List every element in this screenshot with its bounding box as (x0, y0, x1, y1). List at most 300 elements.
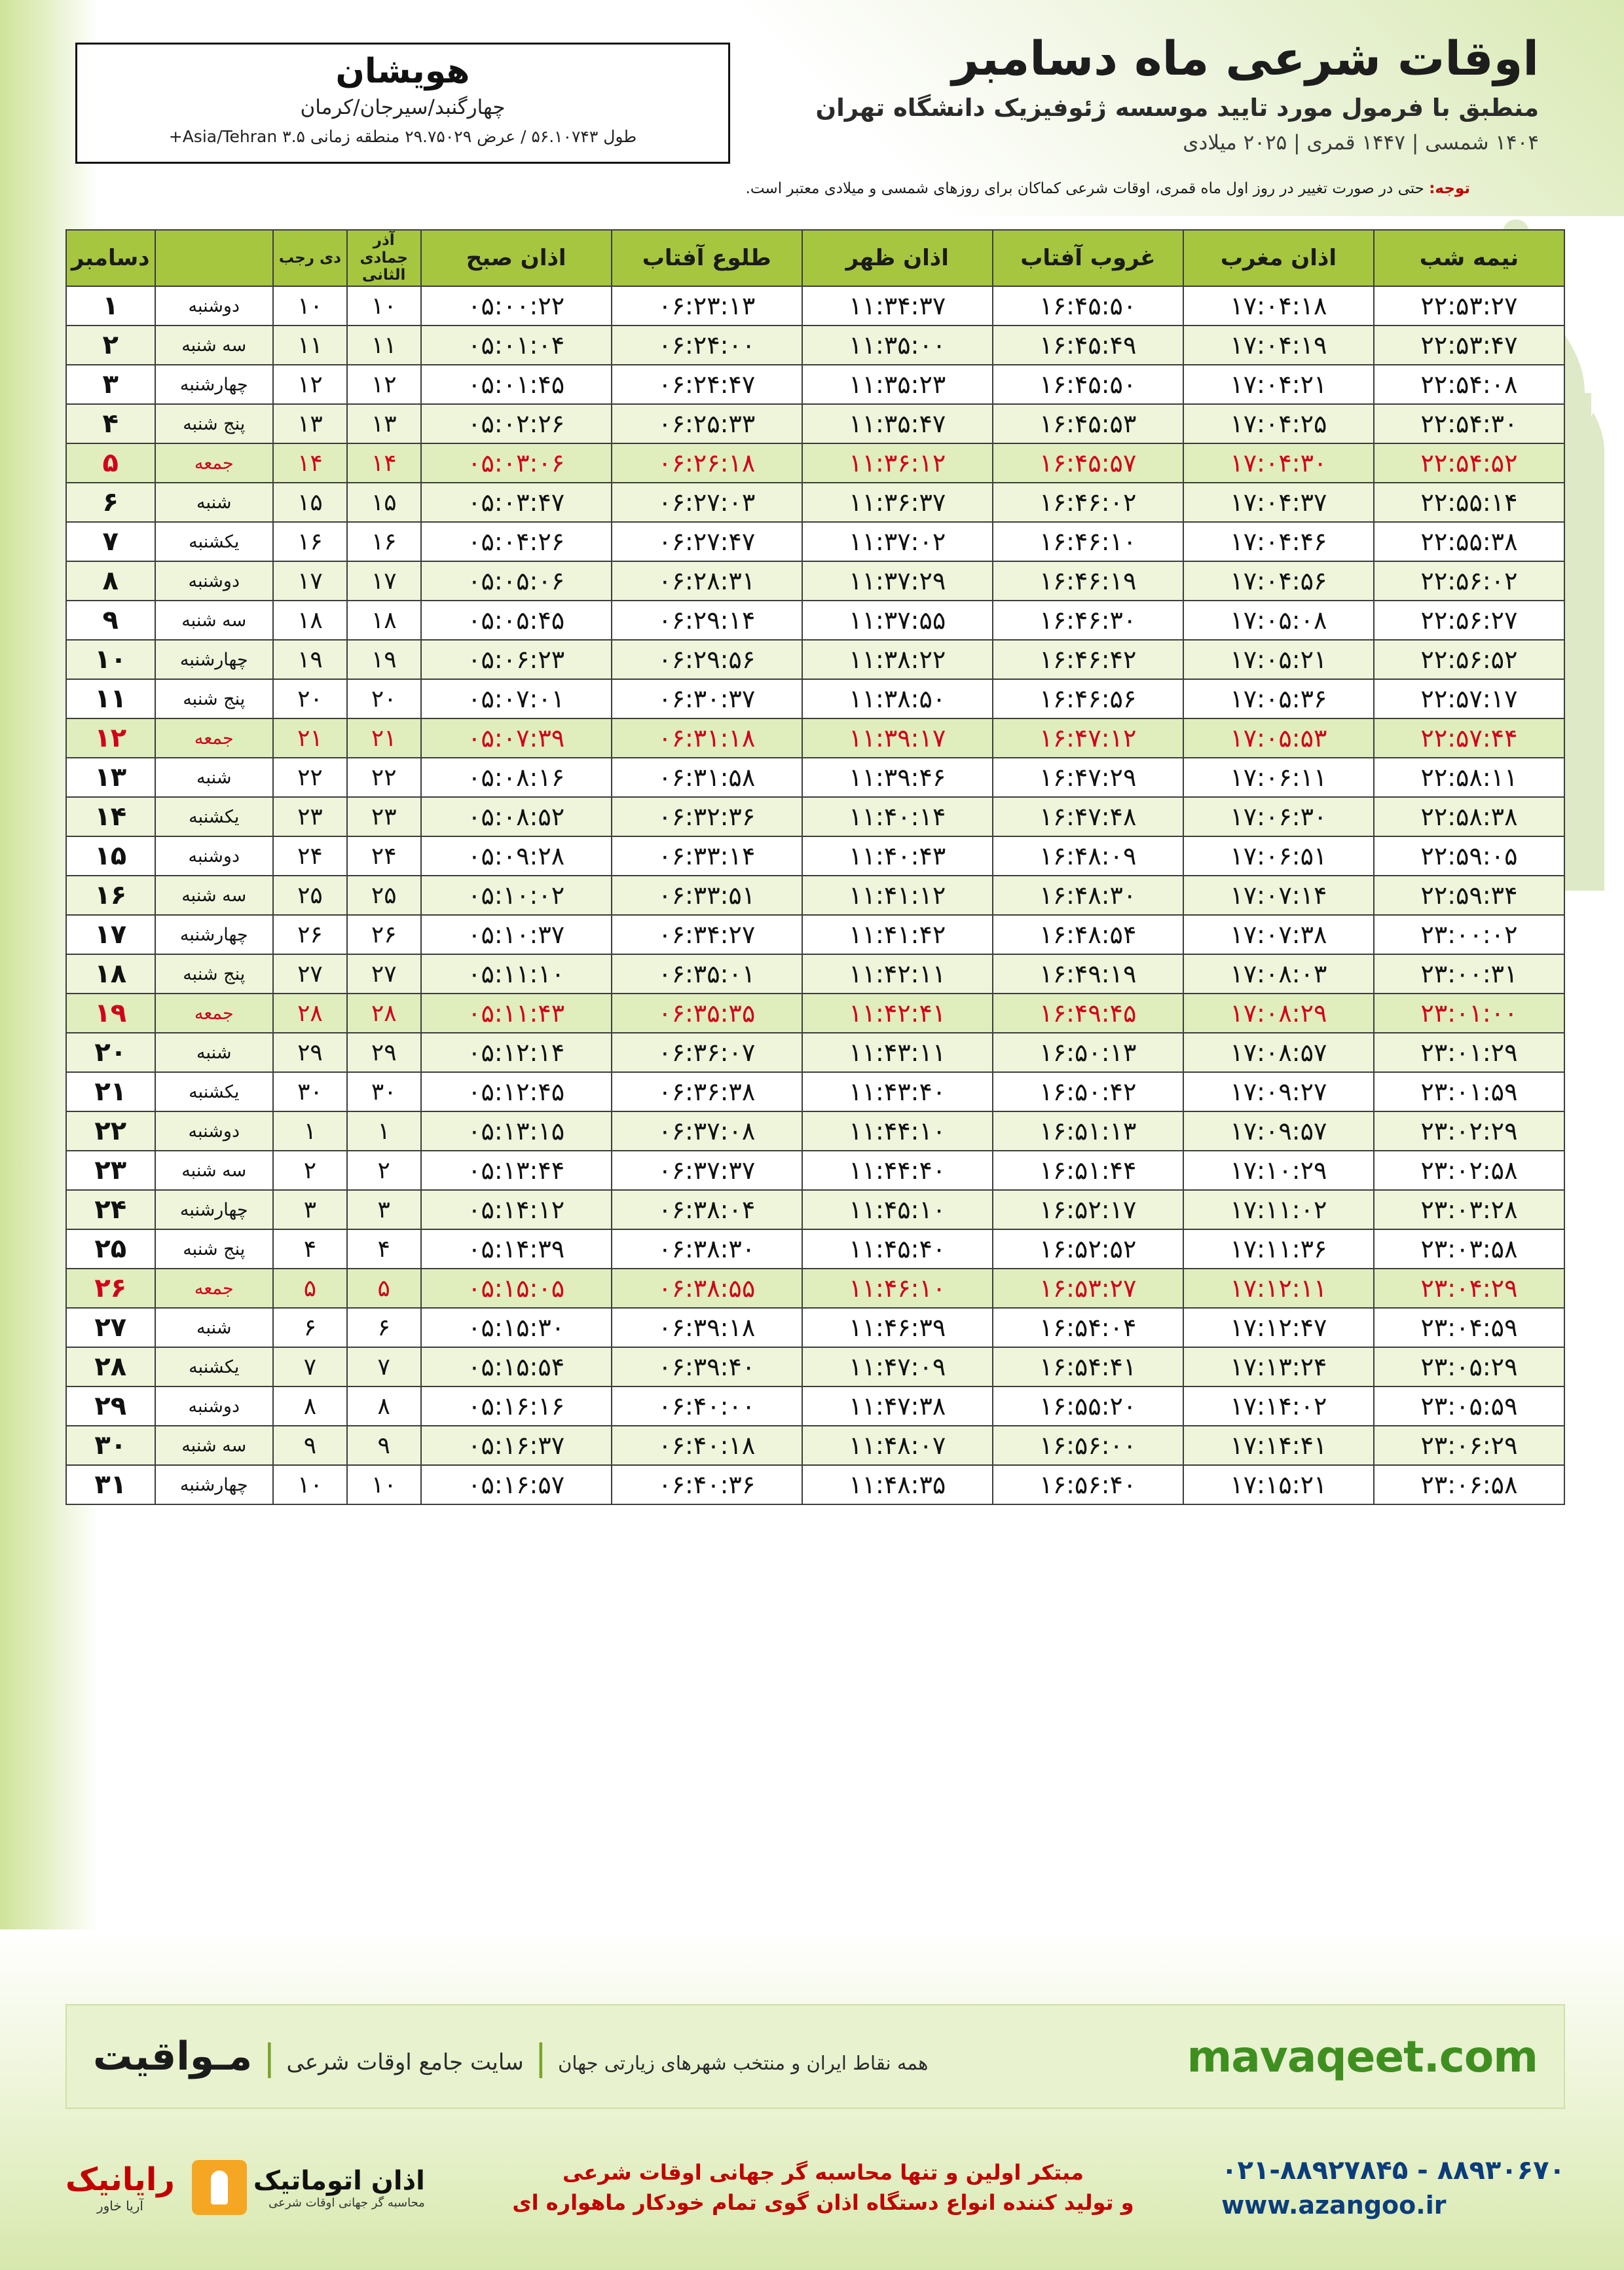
col-dhuhr: اذان ظهر (802, 230, 993, 286)
cell-maghrib: ۱۷:۰۸:۲۹ (1183, 994, 1374, 1033)
cell-dhuhr: ۱۱:۳۶:۱۲ (802, 443, 993, 483)
cell-midnight: ۲۳:۰۲:۵۸ (1374, 1151, 1564, 1190)
cell-hijri-dey: ۱۵ (273, 483, 347, 522)
cell-maghrib: ۱۷:۰۷:۳۸ (1183, 915, 1374, 954)
cell-december-day: ۲۸ (66, 1347, 155, 1386)
cell-sunset: ۱۶:۵۵:۲۰ (993, 1386, 1183, 1426)
cell-sunrise: ۰۶:۳۲:۳۶ (612, 797, 802, 836)
cell-december-day: ۲۰ (66, 1033, 155, 1072)
cell-maghrib: ۱۷:۰۸:۰۳ (1183, 954, 1374, 994)
cell-hijri-dey: ۱۶ (273, 522, 347, 561)
cell-december-day: ۱۶ (66, 876, 155, 915)
table-row (66, 1111, 1564, 1151)
cell-hijri-rajab: ۱۹ (347, 640, 421, 679)
cell-december-day: ۱۰ (66, 640, 155, 679)
cell-hijri-dey: ۲۶ (273, 915, 347, 954)
cell-dhuhr: ۱۱:۴۷:۳۸ (802, 1386, 993, 1426)
cell-weekday: یکشنبه (155, 1347, 274, 1386)
cell-sunset: ۱۶:۵۰:۴۲ (993, 1072, 1183, 1111)
cell-december-day: ۱ (66, 286, 155, 326)
cell-sunrise: ۰۶:۴۰:۳۶ (612, 1465, 802, 1504)
cell-sunset: ۱۶:۵۱:۱۳ (993, 1111, 1183, 1151)
contact-block (1221, 2155, 1565, 2220)
cell-midnight: ۲۲:۵۴:۰۸ (1374, 365, 1564, 404)
cell-december-day: ۲ (66, 326, 155, 365)
cell-dhuhr: ۱۱:۳۸:۲۲ (802, 640, 993, 679)
cell-december-day: ۱۲ (66, 718, 155, 758)
cell-weekday: شنبه (155, 1308, 274, 1347)
cell-fajr: ۰۵:۰۱:۴۵ (421, 365, 612, 404)
cell-maghrib: ۱۷:۱۵:۲۱ (1183, 1465, 1374, 1504)
cell-sunrise: ۰۶:۳۹:۴۰ (612, 1347, 802, 1386)
table-row (66, 1229, 1564, 1269)
cell-weekday: جمعه (155, 1269, 274, 1308)
cell-sunrise: ۰۶:۳۱:۱۸ (612, 718, 802, 758)
cell-dhuhr: ۱۱:۳۷:۵۵ (802, 601, 993, 640)
table-body (66, 286, 1564, 1504)
cell-sunrise: ۰۶:۳۶:۰۷ (612, 1033, 802, 1072)
col-sunset: غروب آفتاب (993, 230, 1183, 286)
cell-hijri-rajab: ۲۸ (347, 994, 421, 1033)
brand-block (93, 2034, 937, 2079)
cell-sunset: ۱۶:۴۸:۵۴ (993, 915, 1183, 954)
cell-maghrib: ۱۷:۱۴:۰۲ (1183, 1386, 1374, 1426)
company-claim-line1: مبتکر اولین و تنها محاسبه گر جهانی اوقات شرعی (562, 2160, 1084, 2185)
cell-maghrib: ۱۷:۰۷:۱۴ (1183, 876, 1374, 915)
cell-sunrise: ۰۶:۲۹:۱۴ (612, 601, 802, 640)
cell-hijri-dey: ۱۱ (273, 326, 347, 365)
cell-dhuhr: ۱۱:۴۱:۴۲ (802, 915, 993, 954)
table-row (66, 718, 1564, 758)
cell-maghrib: ۱۷:۱۱:۰۲ (1183, 1190, 1374, 1229)
cell-maghrib: ۱۷:۰۵:۳۶ (1183, 679, 1374, 718)
cell-december-day: ۱۳ (66, 758, 155, 797)
cell-fajr: ۰۵:۰۳:۰۶ (421, 443, 612, 483)
cell-sunrise: ۰۶:۳۴:۲۷ (612, 915, 802, 954)
cell-sunrise: ۰۶:۳۷:۰۸ (612, 1111, 802, 1151)
cell-dhuhr: ۱۱:۳۵:۰۰ (802, 326, 993, 365)
cell-midnight: ۲۳:۰۲:۲۹ (1374, 1111, 1564, 1151)
cell-midnight: ۲۳:۰۱:۵۹ (1374, 1072, 1564, 1111)
rayanik-logo (65, 2161, 175, 2214)
cell-dhuhr: ۱۱:۴۵:۴۰ (802, 1229, 993, 1269)
table-row (66, 483, 1564, 522)
cell-sunset: ۱۶:۴۶:۰۲ (993, 483, 1183, 522)
cell-maghrib: ۱۷:۱۰:۲۹ (1183, 1151, 1374, 1190)
cell-sunset: ۱۶:۴۷:۱۲ (993, 718, 1183, 758)
cell-weekday: سه شنبه (155, 1426, 274, 1465)
calendar-years-line: ۱۴۰۴ شمسی | ۱۴۴۷ قمری | ۲۰۲۵ میلادی (1183, 131, 1539, 155)
brand-name: مـواقیت (93, 2034, 253, 2079)
cell-midnight: ۲۳:۰۱:۰۰ (1374, 994, 1564, 1033)
cell-december-day: ۲۹ (66, 1386, 155, 1426)
cell-dhuhr: ۱۱:۴۸:۳۵ (802, 1465, 993, 1504)
cell-midnight: ۲۳:۰۰:۰۲ (1374, 915, 1564, 954)
cell-dhuhr: ۱۱:۳۶:۳۷ (802, 483, 993, 522)
table-row (66, 365, 1564, 404)
table-row (66, 679, 1564, 718)
cell-hijri-rajab: ۱۰ (347, 1465, 421, 1504)
cell-sunset: ۱۶:۵۳:۲۷ (993, 1269, 1183, 1308)
table-row (66, 915, 1564, 954)
cell-weekday: سه شنبه (155, 326, 274, 365)
cell-maghrib: ۱۷:۱۴:۴۱ (1183, 1426, 1374, 1465)
cell-weekday: دوشنبه (155, 1111, 274, 1151)
cell-december-day: ۲۱ (66, 1072, 155, 1111)
brand-separator-2: | (263, 2037, 276, 2078)
col-sunrise: طلوع آفتاب (612, 230, 802, 286)
cell-maghrib: ۱۷:۰۹:۲۷ (1183, 1072, 1374, 1111)
cell-weekday: جمعه (155, 443, 274, 483)
cell-weekday: شنبه (155, 758, 274, 797)
cell-dhuhr: ۱۱:۴۰:۱۴ (802, 797, 993, 836)
cell-hijri-rajab: ۲۷ (347, 954, 421, 994)
cell-december-day: ۱۴ (66, 797, 155, 836)
cell-fajr: ۰۵:۱۳:۱۵ (421, 1111, 612, 1151)
city-name: هویشان (335, 52, 470, 91)
cell-hijri-rajab: ۲۰ (347, 679, 421, 718)
cell-midnight: ۲۲:۵۴:۵۲ (1374, 443, 1564, 483)
table-row (66, 1465, 1564, 1504)
cell-dhuhr: ۱۱:۴۷:۰۹ (802, 1347, 993, 1386)
cell-december-day: ۲۲ (66, 1111, 155, 1151)
cell-weekday: یکشنبه (155, 522, 274, 561)
cell-december-day: ۲۴ (66, 1190, 155, 1229)
cell-maghrib: ۱۷:۰۵:۵۳ (1183, 718, 1374, 758)
cell-sunrise: ۰۶:۲۵:۳۳ (612, 404, 802, 443)
table-row (66, 994, 1564, 1033)
table-row (66, 1033, 1564, 1072)
cell-sunrise: ۰۶:۳۳:۱۴ (612, 836, 802, 876)
cell-hijri-dey: ۲۲ (273, 758, 347, 797)
cell-maghrib: ۱۷:۰۹:۵۷ (1183, 1111, 1374, 1151)
city-region: چهارگنبد/سیرجان/کرمان (300, 96, 506, 120)
cell-dhuhr: ۱۱:۴۴:۱۰ (802, 1111, 993, 1151)
table-row (66, 797, 1564, 836)
cell-fajr: ۰۵:۱۵:۵۴ (421, 1347, 612, 1386)
cell-sunset: ۱۶:۴۵:۵۰ (993, 286, 1183, 326)
cell-sunrise: ۰۶:۳۸:۵۵ (612, 1269, 802, 1308)
cell-midnight: ۲۳:۰۱:۲۹ (1374, 1033, 1564, 1072)
cell-hijri-rajab: ۳ (347, 1190, 421, 1229)
cell-sunrise: ۰۶:۲۷:۰۳ (612, 483, 802, 522)
cell-december-day: ۲۷ (66, 1308, 155, 1347)
cell-hijri-rajab: ۱۰ (347, 286, 421, 326)
cell-midnight: ۲۲:۵۴:۳۰ (1374, 404, 1564, 443)
cell-dhuhr: ۱۱:۴۲:۱۱ (802, 954, 993, 994)
cell-sunrise: ۰۶:۳۱:۵۸ (612, 758, 802, 797)
cell-weekday: سه شنبه (155, 601, 274, 640)
cell-sunrise: ۰۶:۳۵:۰۱ (612, 954, 802, 994)
cell-hijri-rajab: ۱۲ (347, 365, 421, 404)
cell-dhuhr: ۱۱:۴۳:۱۱ (802, 1033, 993, 1072)
cell-sunrise: ۰۶:۳۳:۵۱ (612, 876, 802, 915)
cell-hijri-rajab: ۱۱ (347, 326, 421, 365)
rayanik-logo-subtitle: آریا خاور (96, 2198, 143, 2214)
cell-sunset: ۱۶:۴۶:۳۰ (993, 601, 1183, 640)
table-row (66, 1151, 1564, 1190)
cell-fajr: ۰۵:۰۶:۲۳ (421, 640, 612, 679)
cell-dhuhr: ۱۱:۳۷:۲۹ (802, 561, 993, 601)
cell-midnight: ۲۲:۵۹:۳۴ (1374, 876, 1564, 915)
table-row (66, 758, 1564, 797)
col-december: دسامبر (66, 230, 155, 286)
cell-hijri-rajab: ۴ (347, 1229, 421, 1269)
cell-hijri-dey: ۲ (273, 1151, 347, 1190)
cell-sunset: ۱۶:۵۱:۴۴ (993, 1151, 1183, 1190)
cell-sunrise: ۰۶:۳۶:۳۸ (612, 1072, 802, 1111)
cell-december-day: ۱۷ (66, 915, 155, 954)
cell-sunrise: ۰۶:۳۸:۰۴ (612, 1190, 802, 1229)
col-fajr: اذان صبح (421, 230, 612, 286)
cell-december-day: ۲۶ (66, 1269, 155, 1308)
cell-weekday: چهارشنبه (155, 1465, 274, 1504)
cell-fajr: ۰۵:۱۴:۳۹ (421, 1229, 612, 1269)
cell-maghrib: ۱۷:۱۲:۱۱ (1183, 1269, 1374, 1308)
azangoo-logo (192, 2160, 425, 2215)
cell-hijri-dey: ۲۱ (273, 718, 347, 758)
cell-hijri-rajab: ۲۳ (347, 797, 421, 836)
cell-dhuhr: ۱۱:۳۵:۲۳ (802, 365, 993, 404)
cell-sunset: ۱۶:۴۷:۴۸ (993, 797, 1183, 836)
cell-fajr: ۰۵:۰۸:۵۲ (421, 797, 612, 836)
table-row (66, 522, 1564, 561)
cell-sunset: ۱۶:۵۶:۰۰ (993, 1426, 1183, 1465)
cell-december-day: ۸ (66, 561, 155, 601)
cell-sunrise: ۰۶:۳۰:۳۷ (612, 679, 802, 718)
table-row (66, 836, 1564, 876)
cell-hijri-rajab: ۱۷ (347, 561, 421, 601)
cell-weekday: یکشنبه (155, 797, 274, 836)
cell-fajr: ۰۵:۱۳:۴۴ (421, 1151, 612, 1190)
cell-sunset: ۱۶:۴۶:۱۰ (993, 522, 1183, 561)
cell-hijri-dey: ۲۴ (273, 836, 347, 876)
cell-sunset: ۱۶:۴۶:۵۶ (993, 679, 1183, 718)
cell-sunset: ۱۶:۴۸:۰۹ (993, 836, 1183, 876)
cell-weekday: چهارشنبه (155, 640, 274, 679)
contact-website[interactable]: www.azangoo.ir (1221, 2191, 1447, 2220)
city-info-box (75, 43, 730, 164)
page-subtitle: منطبق با فرمول مورد تایید موسسه ژئوفیزیک دانشگاه تهران (815, 94, 1539, 122)
cell-dhuhr: ۱۱:۴۸:۰۷ (802, 1426, 993, 1465)
table-row (66, 443, 1564, 483)
cell-midnight: ۲۳:۰۴:۲۹ (1374, 1269, 1564, 1308)
cell-fajr: ۰۵:۰۹:۲۸ (421, 836, 612, 876)
cell-midnight: ۲۲:۵۶:۰۲ (1374, 561, 1564, 601)
cell-sunset: ۱۶:۴۹:۴۵ (993, 994, 1183, 1033)
cell-sunrise: ۰۶:۴۰:۱۸ (612, 1426, 802, 1465)
cell-sunset: ۱۶:۵۴:۰۴ (993, 1308, 1183, 1347)
cell-fajr: ۰۵:۱۵:۳۰ (421, 1308, 612, 1347)
cell-maghrib: ۱۷:۰۴:۲۵ (1183, 404, 1374, 443)
brand-tagline: همه نقاط ایران و منتخب شهرهای زیارتی جهان (558, 2052, 929, 2074)
cell-hijri-dey: ۱۹ (273, 640, 347, 679)
cell-weekday: شنبه (155, 483, 274, 522)
note-text: حتی در صورت تغییر در روز اول ماه قمری، اوقات شرعی کماکان برای روزهای شمسی و میلادی معتبر است. (745, 180, 1424, 197)
cell-hijri-rajab: ۱۳ (347, 404, 421, 443)
cell-maghrib: ۱۷:۱۲:۴۷ (1183, 1308, 1374, 1347)
cell-midnight: ۲۳:۰۵:۵۹ (1374, 1386, 1564, 1426)
cell-maghrib: ۱۷:۰۶:۳۰ (1183, 797, 1374, 836)
cell-sunset: ۱۶:۵۲:۱۷ (993, 1190, 1183, 1229)
cell-december-day: ۴ (66, 404, 155, 443)
cell-december-day: ۶ (66, 483, 155, 522)
page-title: اوقات شرعی ماه دسامبر (951, 31, 1539, 86)
cell-hijri-dey: ۲۹ (273, 1033, 347, 1072)
cell-december-day: ۱۵ (66, 836, 155, 876)
cell-maghrib: ۱۷:۰۴:۱۸ (1183, 286, 1374, 326)
cell-sunset: ۱۶:۴۵:۴۹ (993, 326, 1183, 365)
cell-december-day: ۱۱ (66, 679, 155, 718)
cell-midnight: ۲۲:۵۳:۲۷ (1374, 286, 1564, 326)
cell-hijri-dey: ۲۷ (273, 954, 347, 994)
cell-maghrib: ۱۷:۰۵:۲۱ (1183, 640, 1374, 679)
cell-maghrib: ۱۷:۱۱:۳۶ (1183, 1229, 1374, 1269)
cell-weekday: دوشنبه (155, 1386, 274, 1426)
cell-dhuhr: ۱۱:۴۰:۴۳ (802, 836, 993, 876)
company-claim-line2: و تولید کننده انواع دستگاه اذان گوی تمام خودکار ماهواره ای (512, 2190, 1134, 2215)
cell-hijri-rajab: ۱۶ (347, 522, 421, 561)
cell-fajr: ۰۵:۰۳:۴۷ (421, 483, 612, 522)
cell-maghrib: ۱۷:۱۳:۲۴ (1183, 1347, 1374, 1386)
cell-december-day: ۲۳ (66, 1151, 155, 1190)
cell-hijri-rajab: ۱۴ (347, 443, 421, 483)
cell-december-day: ۵ (66, 443, 155, 483)
cell-fajr: ۰۵:۰۸:۱۶ (421, 758, 612, 797)
cell-hijri-dey: ۶ (273, 1308, 347, 1347)
cell-fajr: ۰۵:۰۱:۰۴ (421, 326, 612, 365)
note-label: توجه: (1429, 180, 1470, 197)
cell-fajr: ۰۵:۰۲:۲۶ (421, 404, 612, 443)
cell-sunrise: ۰۶:۳۵:۳۵ (612, 994, 802, 1033)
cell-sunset: ۱۶:۴۵:۵۷ (993, 443, 1183, 483)
table-row (66, 640, 1564, 679)
cell-weekday: پنج شنبه (155, 404, 274, 443)
cell-dhuhr: ۱۱:۴۶:۱۰ (802, 1269, 993, 1308)
cell-sunset: ۱۶:۵۲:۵۲ (993, 1229, 1183, 1269)
cell-weekday: پنج شنبه (155, 954, 274, 994)
table-row (66, 286, 1564, 326)
cell-december-day: ۳۰ (66, 1426, 155, 1465)
cell-fajr: ۰۵:۱۱:۱۰ (421, 954, 612, 994)
col-hijri-dey-rajab: دی رجب (273, 230, 347, 286)
cell-hijri-dey: ۱ (273, 1111, 347, 1151)
cell-hijri-dey: ۱۷ (273, 561, 347, 601)
cell-hijri-rajab: ۲۹ (347, 1033, 421, 1072)
cell-hijri-rajab: ۹ (347, 1426, 421, 1465)
cell-hijri-dey: ۱۴ (273, 443, 347, 483)
cell-weekday: چهارشنبه (155, 915, 274, 954)
table-row (66, 954, 1564, 994)
cell-sunrise: ۰۶:۳۸:۳۰ (612, 1229, 802, 1269)
contact-phone: ۰۲۱-۸۸۹۲۷۸۴۵ - ۸۸۹۳۰۶۷۰ (1221, 2155, 1565, 2186)
note-line (75, 180, 1470, 197)
cell-dhuhr: ۱۱:۴۵:۱۰ (802, 1190, 993, 1229)
cell-sunrise: ۰۶:۲۶:۱۸ (612, 443, 802, 483)
cell-sunset: ۱۶:۴۶:۱۹ (993, 561, 1183, 601)
cell-dhuhr: ۱۱:۳۸:۵۰ (802, 679, 993, 718)
cell-sunset: ۱۶:۵۰:۱۳ (993, 1033, 1183, 1072)
cell-dhuhr: ۱۱:۴۲:۴۱ (802, 994, 993, 1033)
cell-midnight: ۲۲:۵۸:۳۸ (1374, 797, 1564, 836)
cell-hijri-rajab: ۲۶ (347, 915, 421, 954)
cell-maghrib: ۱۷:۰۶:۵۱ (1183, 836, 1374, 876)
cell-midnight: ۲۳:۰۶:۵۸ (1374, 1465, 1564, 1504)
cell-dhuhr: ۱۱:۴۱:۱۲ (802, 876, 993, 915)
cell-weekday: شنبه (155, 1033, 274, 1072)
prayer-times-table (65, 229, 1565, 1505)
cell-hijri-dey: ۱۰ (273, 286, 347, 326)
table-header-row (66, 230, 1564, 286)
cell-weekday: یکشنبه (155, 1072, 274, 1111)
cell-hijri-rajab: ۶ (347, 1308, 421, 1347)
brand-separator: | (534, 2037, 547, 2078)
cell-sunrise: ۰۶:۲۹:۵۶ (612, 640, 802, 679)
cell-midnight: ۲۳:۰۳:۲۸ (1374, 1190, 1564, 1229)
cell-midnight: ۲۲:۵۷:۱۷ (1374, 679, 1564, 718)
cell-fajr: ۰۵:۱۶:۵۷ (421, 1465, 612, 1504)
cell-dhuhr: ۱۱:۴۳:۴۰ (802, 1072, 993, 1111)
cell-midnight: ۲۳:۰۴:۵۹ (1374, 1308, 1564, 1347)
col-hijri-azar-jamadi: آذر جمادی الثانی (347, 230, 421, 286)
cell-fajr: ۰۵:۱۰:۰۲ (421, 876, 612, 915)
table-row (66, 404, 1564, 443)
site-url[interactable]: mavaqeet.com (1187, 2031, 1538, 2082)
cell-weekday: جمعه (155, 994, 274, 1033)
cell-hijri-dey: ۲۳ (273, 797, 347, 836)
cell-sunset: ۱۶:۴۶:۴۲ (993, 640, 1183, 679)
cell-weekday: دوشنبه (155, 561, 274, 601)
cell-hijri-rajab: ۲۲ (347, 758, 421, 797)
cell-december-day: ۹ (66, 601, 155, 640)
cell-fajr: ۰۵:۱۶:۱۶ (421, 1386, 612, 1426)
cell-midnight: ۲۲:۵۳:۴۷ (1374, 326, 1564, 365)
cell-december-day: ۳۱ (66, 1465, 155, 1504)
cell-hijri-dey: ۴ (273, 1229, 347, 1269)
cell-weekday: دوشنبه (155, 286, 274, 326)
cell-sunset: ۱۶:۴۵:۵۰ (993, 365, 1183, 404)
cell-sunset: ۱۶:۴۵:۵۳ (993, 404, 1183, 443)
cell-midnight: ۲۲:۵۹:۰۵ (1374, 836, 1564, 876)
col-weekday (155, 230, 274, 286)
cell-hijri-dey: ۲۸ (273, 994, 347, 1033)
cell-midnight: ۲۳:۰۳:۵۸ (1374, 1229, 1564, 1269)
cell-sunrise: ۰۶:۳۷:۳۷ (612, 1151, 802, 1190)
cell-hijri-dey: ۱۸ (273, 601, 347, 640)
cell-fajr: ۰۵:۰۵:۰۶ (421, 561, 612, 601)
cell-hijri-rajab: ۲ (347, 1151, 421, 1190)
cell-maghrib: ۱۷:۰۴:۲۱ (1183, 365, 1374, 404)
cell-hijri-rajab: ۷ (347, 1347, 421, 1386)
cell-weekday: دوشنبه (155, 836, 274, 876)
cell-weekday: پنج شنبه (155, 1229, 274, 1269)
cell-hijri-rajab: ۱۵ (347, 483, 421, 522)
cell-hijri-dey: ۹ (273, 1426, 347, 1465)
brand-subtitle: سایت جامع اوقات شرعی (286, 2049, 524, 2075)
cell-hijri-dey: ۲۵ (273, 876, 347, 915)
table-row (66, 876, 1564, 915)
cell-dhuhr: ۱۱:۳۹:۴۶ (802, 758, 993, 797)
table-row (66, 1072, 1564, 1111)
cell-sunset: ۱۶:۴۹:۱۹ (993, 954, 1183, 994)
cell-fajr: ۰۵:۱۲:۱۴ (421, 1033, 612, 1072)
cell-maghrib: ۱۷:۰۶:۱۱ (1183, 758, 1374, 797)
cell-dhuhr: ۱۱:۴۴:۴۰ (802, 1151, 993, 1190)
cell-hijri-dey: ۷ (273, 1347, 347, 1386)
cell-dhuhr: ۱۱:۳۵:۴۷ (802, 404, 993, 443)
table-row (66, 326, 1564, 365)
cell-december-day: ۳ (66, 365, 155, 404)
